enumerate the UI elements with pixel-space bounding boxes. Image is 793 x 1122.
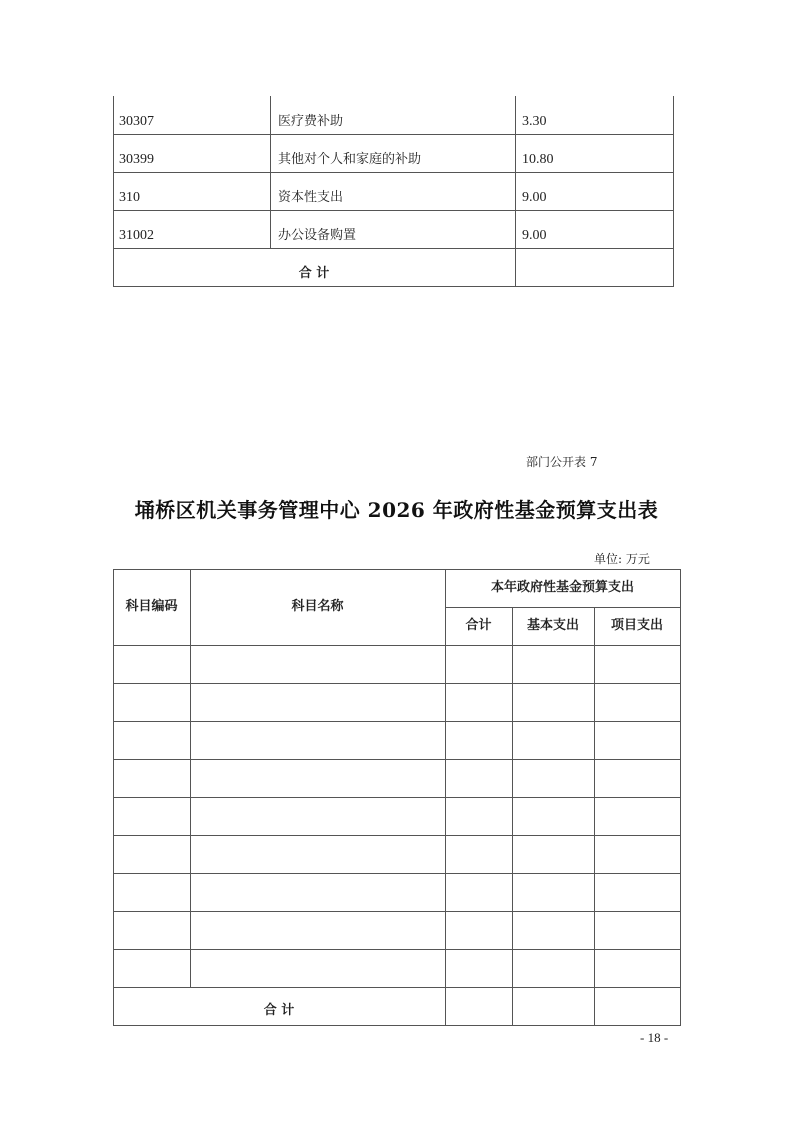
row-code: 30307 bbox=[119, 114, 154, 129]
total-label: 合 计 bbox=[263, 1003, 295, 1018]
total-label: 合 计 bbox=[298, 266, 330, 281]
header-total: 合计 bbox=[465, 618, 492, 633]
header-code: 科目编码 bbox=[125, 599, 178, 614]
unit-label: 单位: 万元 bbox=[594, 552, 650, 566]
header-basic: 基本支出 bbox=[526, 618, 579, 633]
row-name: 其他对个人和家庭的补助 bbox=[278, 152, 422, 167]
row-amount: 9.00 bbox=[522, 228, 547, 243]
header-group: 本年政府性基金预算支出 bbox=[490, 580, 634, 595]
page-title: 埇桥区机关事务管理中心 2026 年政府性基金预算支出表 bbox=[134, 498, 659, 522]
table-number: 部门公开表 7 bbox=[526, 455, 598, 469]
row-code: 310 bbox=[119, 190, 140, 205]
row-amount: 9.00 bbox=[522, 190, 547, 205]
row-code: 30399 bbox=[119, 152, 154, 167]
row-code: 31002 bbox=[119, 228, 154, 243]
row-name: 资本性支出 bbox=[278, 190, 344, 205]
row-amount: 3.30 bbox=[522, 114, 547, 129]
page-number: - 18 - bbox=[640, 1030, 669, 1045]
row-name: 办公设备购置 bbox=[278, 228, 357, 243]
header-project: 项目支出 bbox=[610, 618, 663, 633]
row-name: 医疗费补助 bbox=[278, 114, 344, 129]
row-amount: 10.80 bbox=[522, 152, 554, 167]
header-name: 科目名称 bbox=[291, 599, 344, 614]
